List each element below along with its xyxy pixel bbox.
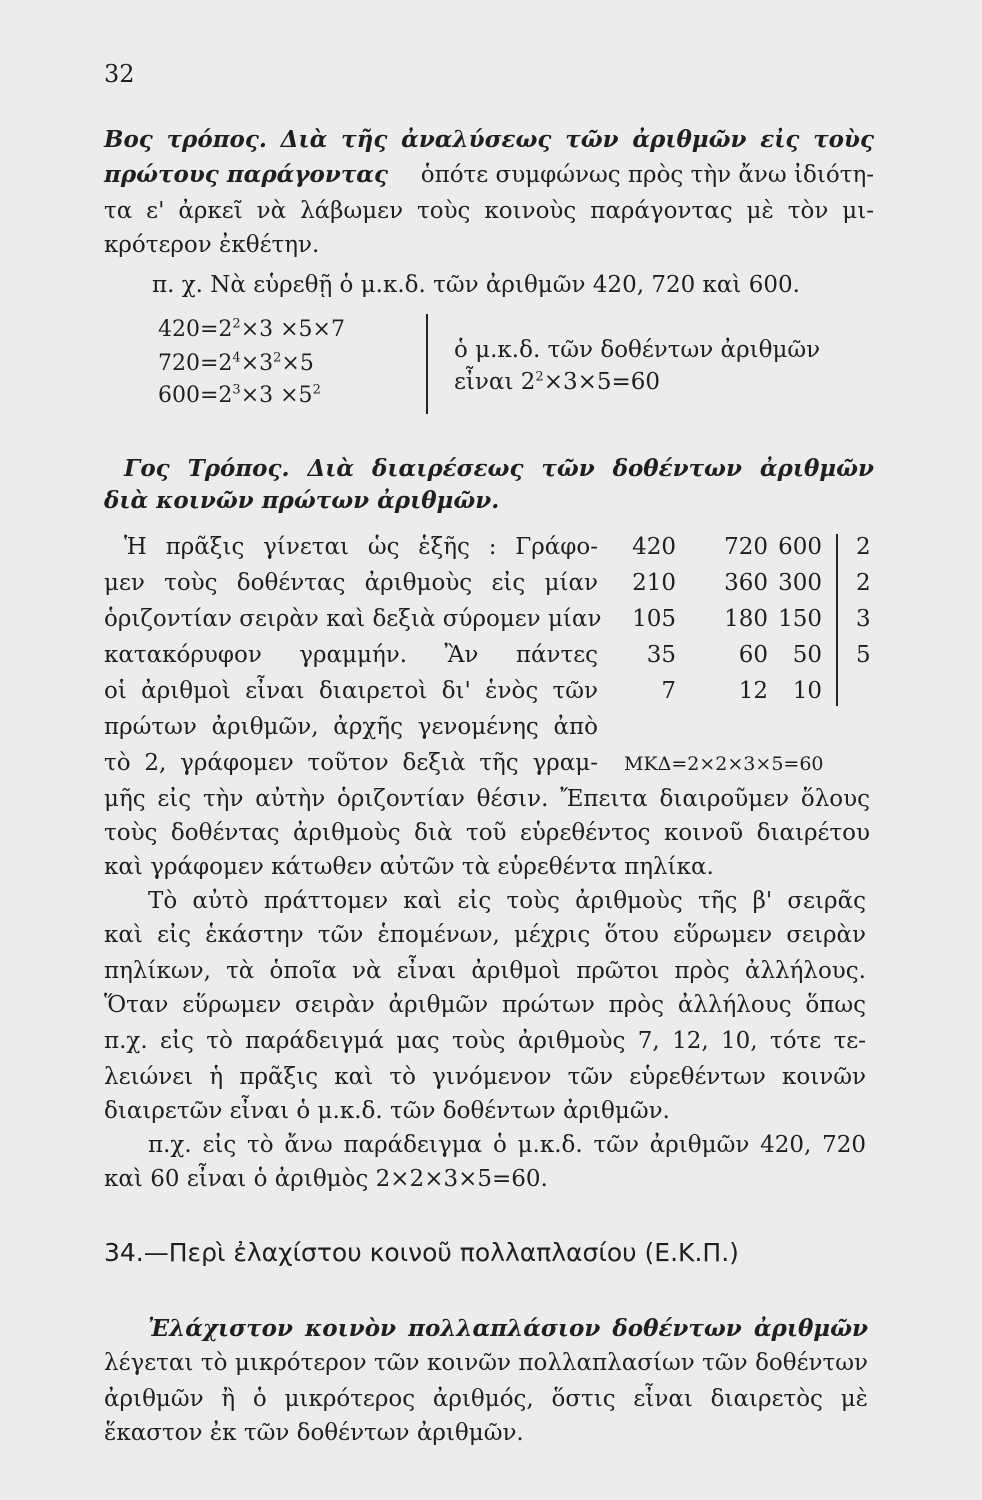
table-cell: 7 [661, 678, 676, 704]
table-cell: 60 [738, 642, 768, 668]
paragraph-line: π.χ. εἰς τὸ παράδειγμά μας τοὺς ἀριθμοὺς 7, 12, 10, τότε τε- [104, 1028, 866, 1054]
method-b-line2 [104, 160, 874, 190]
continuation-line: μῆς εἰς τὴν αὐτὴν ὁριζοντίαν θέσιν. Ἔπειτα διαιροῦμεν ὅλους [104, 786, 870, 812]
definition-line: λέγεται τὸ μικρότερον τῶν κοινῶν πολλαπλασίων τῶν δοθέντων [104, 1350, 868, 1376]
paragraph-line: καὶ εἰς ἑκάστην τῶν ἑπομένων, μέχρις ὅτου εὕρωμεν σειρὰν [104, 922, 866, 948]
definition-term: Ἐλάχιστον κοινὸν πολλαπλάσιον δοθέντων ἀριθμῶν [148, 1315, 868, 1342]
method-c-text-line: ὁριζοντίαν σειρὰν καὶ δεξιὰ σύρομεν μίαν [104, 606, 602, 632]
paragraph-line: καὶ 60 εἶναι ὁ ἀριθμὸς 2×2×3×5=60. [104, 1166, 548, 1192]
table-cell: 300 [778, 570, 822, 596]
method-b-line4: κρότερον ἐκθέτην. [104, 232, 320, 258]
method-c-title-line2: διὰ κοινῶν πρώτων ἀριθμῶν. [104, 487, 500, 514]
factorization-420: $420=2^2\times 3 \times 5\times 7$ [158, 316, 345, 342]
table-cell: 12 [738, 678, 768, 704]
continuation-line: καὶ γράφομεν κάτωθεν αὐτῶν τὰ εὑρεθέντα πηλίκα. [104, 854, 714, 880]
factorization-720: $720=2^4\times 3^2\times 5$ [158, 350, 314, 376]
section-heading: 34.—Περὶ ἐλαχίστου κοινοῦ πολλαπλασίου (Ε.Κ.Π.) [104, 1238, 739, 1267]
method-c-text-line: Ἡ πρᾶξις γίνεται ὡς ἑξῆς : Γράφο- [124, 534, 598, 560]
mkd-result: ΜΚΔ=2×2×3×5=60 [624, 753, 824, 775]
method-b-line2-text: ὁπότε συμφώνως πρὸς τὴν ἄνω ἰδιότη- [420, 162, 874, 188]
table-cell: 180 [724, 606, 768, 632]
method-b-line3: τα ε' ἀρκεῖ νὰ λάβωμεν τοὺς κοινοὺς παράγοντας μὲ τὸν μι- [104, 198, 874, 224]
table-cell: 35 [646, 642, 676, 668]
paragraph-line: διαιρετῶν εἶναι ὁ μ.κ.δ. τῶν δοθέντων ἀριθμῶν. [104, 1098, 670, 1124]
method-c-text-line: κατακόρυφον γραμμήν. Ἂν πάντες [104, 642, 598, 668]
divisor: 5 [856, 642, 871, 668]
table-cell: 600 [778, 534, 822, 560]
continuation-line: τοὺς δοθέντας ἀριθμοὺς διὰ τοῦ εὑρεθέντος κοινοῦ διαιρέτου [104, 820, 870, 846]
paragraph-line: π.χ. εἰς τὸ ἄνω παράδειγμα ὁ μ.κ.δ. τῶν ἀριθμῶν 420, 720 [148, 1132, 866, 1158]
table-cell: 10 [792, 678, 822, 704]
method-b-italic-phrase: πρώτους παράγοντας [104, 161, 389, 188]
divisor: 2 [856, 534, 871, 560]
method-c-title: Γος Τρόπος. Διὰ διαιρέσεως τῶν δοθέντων ἀριθμῶν [124, 455, 874, 482]
page-number: 32 [104, 60, 135, 88]
mkd-result-line1: ὁ μ.κ.δ. τῶν δοθέντων ἀριθμῶν [454, 337, 821, 363]
method-c-text-line: οἱ ἀριθμοὶ εἶναι διαιρετοὶ δι' ἑνὸς τῶν [104, 678, 598, 704]
method-b-example: π. χ. Νὰ εὑρεθῇ ὁ μ.κ.δ. τῶν ἀριθμῶν 420, 720 καὶ 600. [152, 272, 800, 298]
method-c-text-line: πρώτων ἀριθμῶν, ἀρχῆς γενομένης ἀπὸ [104, 714, 598, 740]
factorization-600: $600=2^3\times 3 \times 5^2$ [158, 382, 321, 408]
method-b-title: Βος τρόπος. Διὰ τῆς ἀναλύσεως τῶν ἀριθμῶν εἰς τοὺς [104, 126, 874, 153]
divisor: 3 [856, 606, 871, 632]
method-c-text-line: τὸ 2, γράφομεν τοῦτον δεξιὰ τῆς γραμ- [104, 750, 598, 776]
division-line [836, 534, 838, 706]
table-cell: 720 [724, 534, 768, 560]
brace-line [426, 314, 428, 414]
paragraph-line: λειώνει ἡ πρᾶξις καὶ τὸ γινόμενον τῶν εὑρεθέντων κοινῶν [104, 1064, 866, 1090]
definition-line: ἀριθμῶν ἢ ὁ μικρότερος ἀριθμός, ὅστις εἶναι διαιρετὸς μὲ [104, 1386, 868, 1412]
paragraph-line: Τὸ αὐτὸ πράττομεν καὶ εἰς τοὺς ἀριθμοὺς τῆς β' σειρᾶς [148, 888, 866, 914]
table-cell: 150 [778, 606, 822, 632]
paragraph-line: Ὅταν εὕρωμεν σειρὰν ἀριθμῶν πρώτων πρὸς ἀλλήλους ὅπως [104, 992, 866, 1018]
table-cell: 105 [632, 606, 676, 632]
table-cell: 420 [632, 534, 676, 560]
divisor: 2 [856, 570, 871, 596]
definition-line: ἕκαστον ἐκ τῶν δοθέντων ἀριθμῶν. [104, 1420, 524, 1446]
table-cell: 360 [724, 570, 768, 596]
table-cell: 50 [792, 642, 822, 668]
paragraph-line: πηλίκων, τὰ ὁποῖα νὰ εἶναι ἀριθμοὶ πρῶτοι πρὸς ἀλλήλους. [104, 958, 866, 984]
mkd-result-line2: εἶναι $2^2\times 3\times 5=60$ [454, 369, 661, 395]
method-c-text-line: μεν τοὺς δοθέντας ἀριθμοὺς εἰς μίαν [104, 570, 598, 596]
table-cell: 210 [632, 570, 676, 596]
